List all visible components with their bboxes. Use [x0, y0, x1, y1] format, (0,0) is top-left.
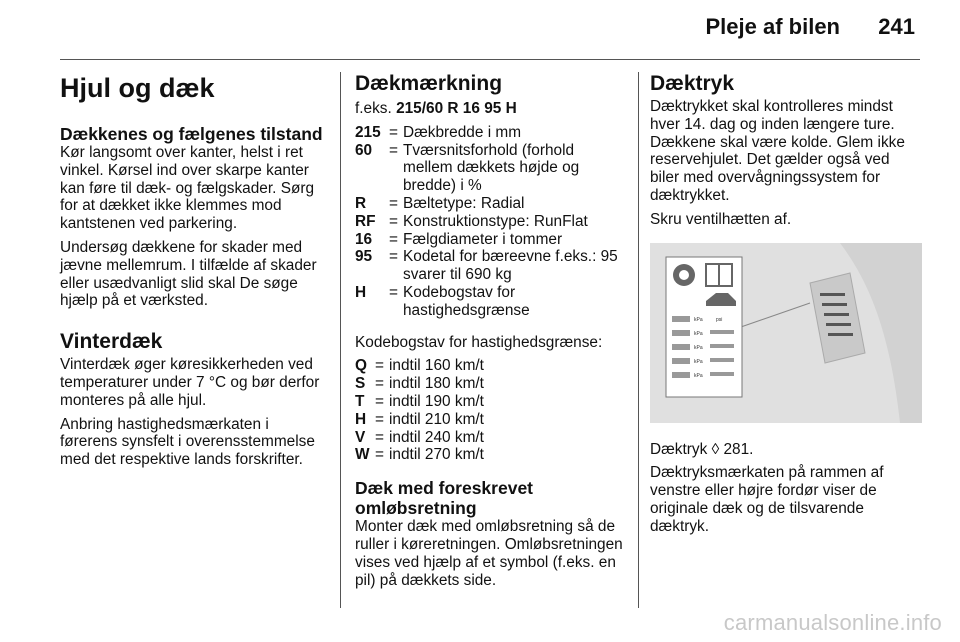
example-prefix: f.eks. [355, 100, 392, 117]
column-tire-pressure [650, 72, 922, 542]
list-item: T = indtil 190 km/t [355, 392, 484, 410]
column-wheels-tires [60, 72, 330, 475]
column-divider-1 [340, 72, 341, 608]
speed-list [355, 357, 625, 464]
svg-text:kPa: kPa [694, 344, 703, 351]
paragraph: Monter dæk med omløbsretning så de ruller i køreretningen. Omløbsretningen vises ved hjælp af et symbol (f.eks. en pil) på dækkets side. [355, 518, 623, 589]
paragraph: Vinterdæk øger køresikkerheden ved temperaturer under 7 °C og bør derfor monteres på alle hjul. [60, 356, 320, 409]
svg-text:kPa: kPa [694, 330, 703, 337]
list-item: 95 = Kodetal for bæreevne f.eks.: 95 svarer til 690 kg [355, 248, 618, 284]
paragraph: Dæktrykket skal kontrolleres mindst hver 14. dag og inden længere ture. Dækkene skal være kolde. Glem ikke reservehjulet. Det gælder også ved biler med overvågningssystem for dæktrykket. [650, 98, 905, 204]
figure-label-psi: psi [716, 316, 723, 323]
subheading-winter-tires: Vinterdæk [60, 330, 163, 354]
example-code: 215/60 R 16 95 H [396, 100, 517, 117]
column-tire-marking [355, 72, 625, 595]
list-item: RF = Konstruktionstype: RunFlat [355, 212, 588, 230]
list-item: V = indtil 240 km/t [355, 428, 484, 446]
paragraph: Anbring hastighedsmærkaten i førerens synsfelt i overensstemmelse med det respektive lands forskrifter. [60, 415, 315, 469]
section-heading-tire-pressure: Dæktryk [650, 72, 735, 95]
svg-text:kPa: kPa [694, 372, 703, 379]
list-item: 215 = Dækbredde i mm [355, 123, 522, 141]
tire-pressure-label-illustration [650, 243, 922, 423]
figure-label-kpa: kPa [694, 316, 703, 323]
paragraph: Skru ventilhætten af. [650, 210, 792, 228]
watermark: carmanualsonline.info [723, 610, 942, 635]
list-item: Q = indtil 160 km/t [355, 357, 484, 375]
list-item: R = Bæltetype: Radial [355, 194, 525, 212]
speed-intro: Kodebogstav for hastighedsgrænse: [355, 333, 603, 351]
header-title: Pleje af bilen [705, 14, 840, 39]
paragraph: Undersøg dækkene for skader med jævne mellemrum. I tilfælde af skader eller usædvanligt slid skal De søge hjælp på et værksted. [60, 238, 317, 310]
paragraph: Kør langsomt over kanter, helst i ret vinkel. Kørsel ind over skarpe kanter kan føre til dæk- og fælgskader. Sørg for at dækket ikke klemmes mod kantstenen ved parkering. [60, 144, 315, 233]
list-item: 60 = Tværsnitsforhold (forhold mellem dækkets højde og bredde) i % [355, 141, 580, 195]
list-item: S = indtil 180 km/t [355, 375, 484, 393]
list-item: 16 = Fælgdiameter i tommer [355, 230, 563, 248]
list-item: W = indtil 270 km/t [355, 446, 484, 464]
list-item: H = Kodebogstav for hastighedsgrænse [355, 283, 530, 319]
header-divider [60, 59, 920, 60]
subheading-directional-tires: Dæk med foreskrevet omløbsretning [355, 478, 533, 519]
marking-list [355, 124, 625, 320]
page-number: 241 [878, 14, 915, 39]
svg-text:kPa: kPa [694, 358, 703, 365]
example-line [355, 100, 625, 118]
section-heading-tire-marking: Dækmærkning [355, 72, 503, 95]
paragraph: Dæktryksmærkaten på rammen af venstre eller højre fordør viser de originale dæk og de tilsvarende dæktryk. [650, 464, 884, 535]
page-header [0, 0, 960, 60]
tire-pressure-label-figure [650, 243, 922, 423]
list-item: H = indtil 210 km/t [355, 410, 484, 428]
section-heading-wheels-tires: Hjul og dæk [60, 73, 215, 103]
column-divider-2 [638, 72, 639, 608]
subheading-tire-condition: Dækkenes og fælgenes tilstand [60, 124, 323, 144]
figure-caption: Dæktryk ◊ 281. [650, 440, 754, 458]
